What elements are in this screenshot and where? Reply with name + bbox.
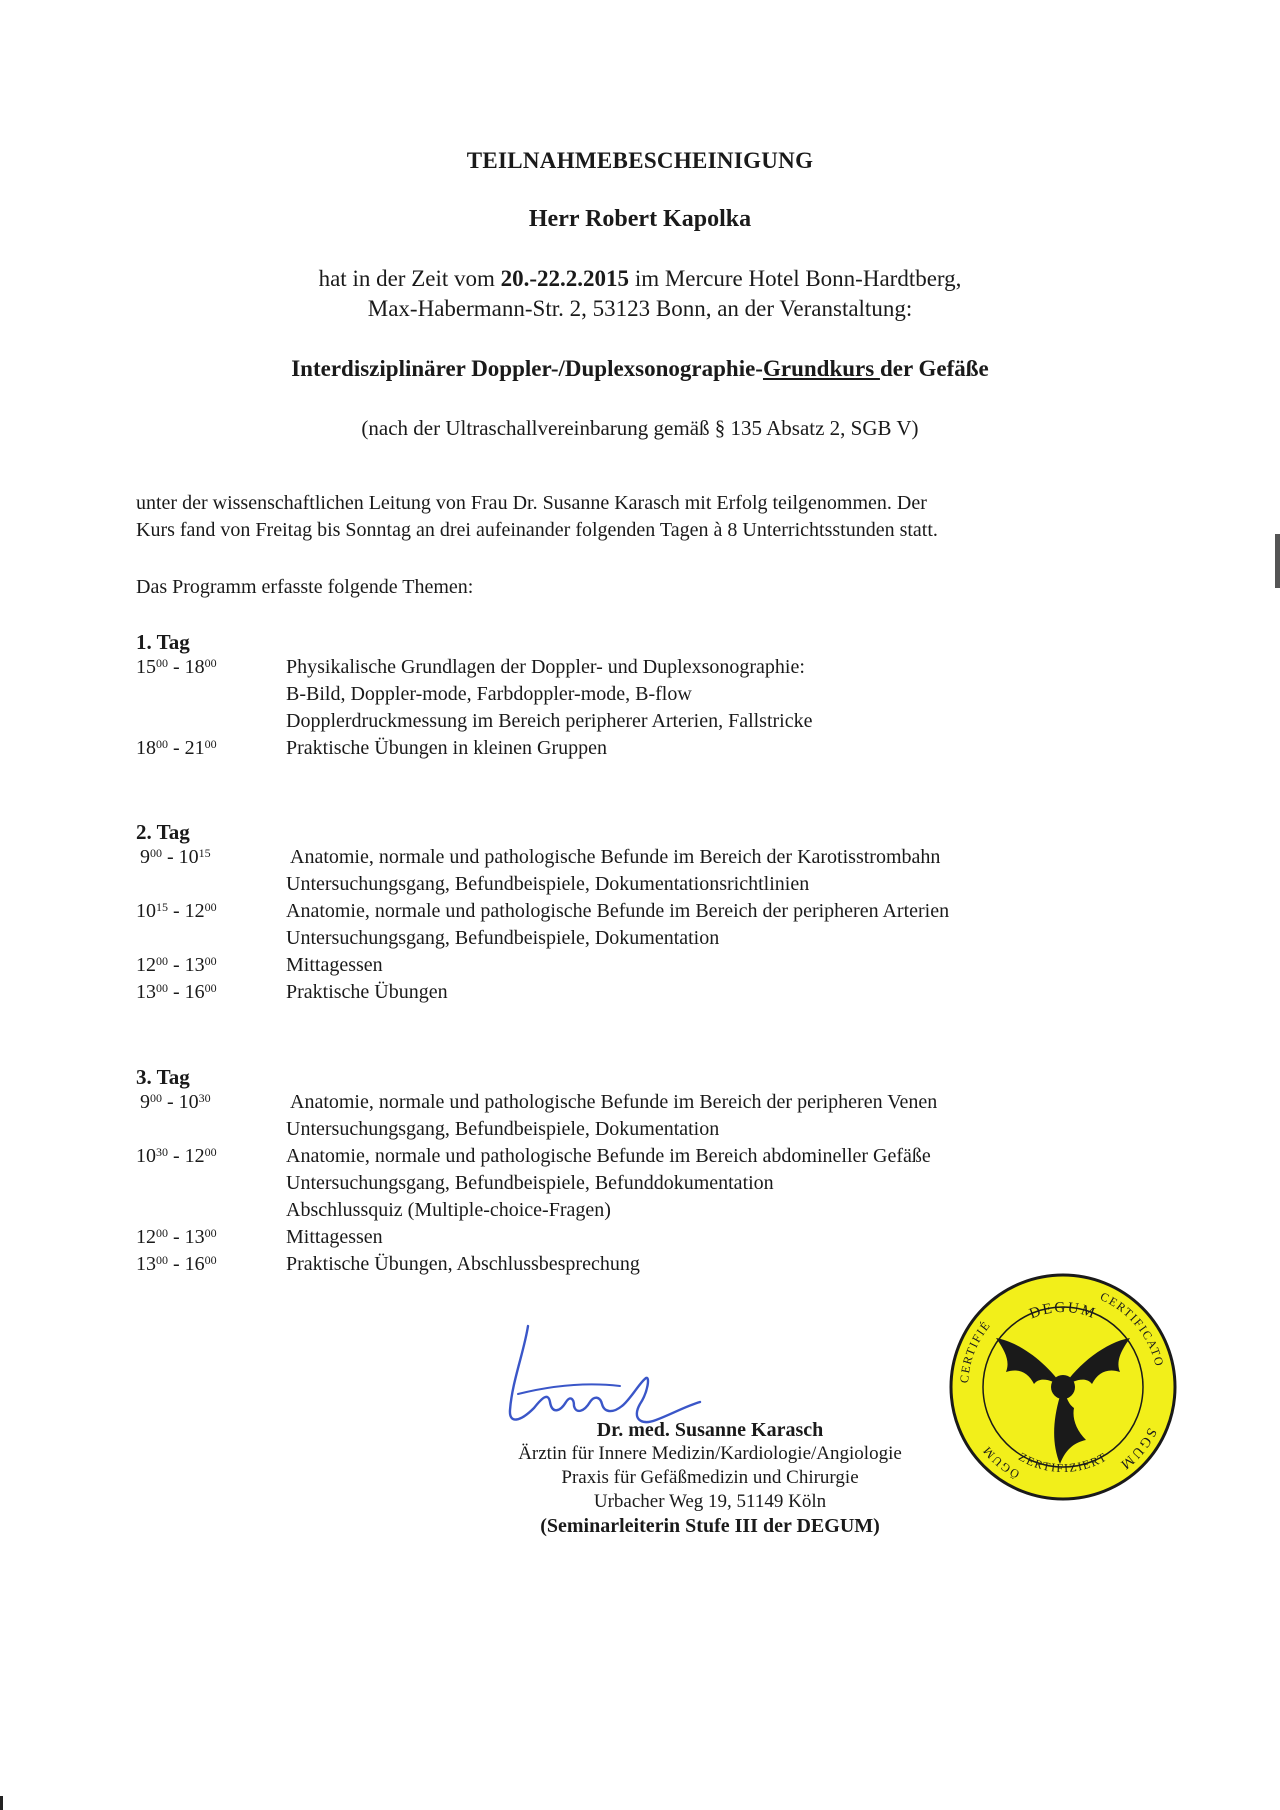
course-name <box>0 356 1280 382</box>
date-line-prefix: hat in der Zeit vom <box>318 266 501 291</box>
time-part-h1: 10 <box>136 1145 156 1167</box>
time-part-m1: 00 <box>156 954 168 968</box>
schedule-time <box>136 1143 286 1170</box>
time-part-m2: 00 <box>204 954 217 968</box>
schedule-topic: Anatomie, normale und pathologische Befunde im Bereich abdomineller Gefäße <box>286 1145 931 1167</box>
signatory-practice: Praxis für Gefäßmedizin und Chirurgie <box>561 1467 859 1488</box>
time-part-h1: 13 <box>136 981 156 1003</box>
signatory-block <box>380 1418 1040 1538</box>
time-part-h1: 18 <box>136 737 156 759</box>
time-part-h2: 12 <box>184 900 205 922</box>
schedule-topic: Praktische Übungen <box>286 981 448 1003</box>
schedule-topic: Anatomie, normale und pathologische Befunde im Bereich der peripheren Arterien <box>286 900 950 922</box>
schedule-time <box>136 844 290 871</box>
schedule-row <box>136 681 1146 708</box>
time-part-m1: 00 <box>156 1253 168 1267</box>
day-1-section <box>136 630 1146 762</box>
schedule-topic: Dopplerdruckmessung im Bereich peripherer Arterien, Fallstricke <box>286 710 813 732</box>
time-part-m2: 00 <box>204 1145 217 1159</box>
seal-text-bottom: ZERTIFIZIERT <box>1016 1449 1110 1476</box>
schedule-row <box>136 708 1146 735</box>
time-part-h2: 18 <box>184 656 205 678</box>
intro-line-1: unter der wissenschaftlichen Leitung von Frau Dr. Susanne Karasch mit Erfolg teilgenommen. Der <box>136 492 927 514</box>
schedule-row <box>136 1089 1146 1116</box>
time-part-h1: 12 <box>136 1226 156 1248</box>
time-part-h1: 10 <box>136 900 156 922</box>
scan-corner-mark <box>0 1796 3 1810</box>
time-part-h2: 10 <box>178 1091 199 1113</box>
schedule-topic: Abschlussquiz (Multiple-choice-Fragen) <box>286 1199 611 1221</box>
schedule-row <box>136 1170 1146 1197</box>
participant-name: Herr Robert Kapolka <box>528 206 752 232</box>
schedule-row <box>136 898 1146 925</box>
venue-text: im Mercure Hotel Bonn-Hardtberg, <box>629 266 962 291</box>
schedule-time <box>136 1116 286 1143</box>
schedule-topic: Untersuchungsgang, Befundbeispiele, Dokumentation <box>286 1118 720 1140</box>
time-part-h2: 16 <box>184 1253 205 1275</box>
intro-paragraph <box>136 490 1146 544</box>
schedule-time <box>136 681 286 708</box>
schedule-time <box>136 1224 286 1251</box>
course-name-underlined: Grundkurs <box>762 356 880 381</box>
schedule-time <box>136 952 286 979</box>
signatory-name: Dr. med. Susanne Karasch <box>596 1419 824 1441</box>
schedule-time <box>136 708 286 735</box>
seal-text-top: DEGUM <box>1027 1299 1099 1323</box>
time-part-h1: 15 <box>136 656 156 678</box>
time-part-m1: 00 <box>156 656 168 670</box>
time-part-m2: 00 <box>204 656 217 670</box>
schedule-time <box>136 979 286 1006</box>
time-part-m1: 00 <box>156 981 168 995</box>
time-part-sep: - <box>168 1226 185 1248</box>
document-title: TEILNAHMEBESCHEINIGUNG <box>466 148 814 173</box>
schedule-row <box>136 871 1146 898</box>
schedule-row <box>136 1224 1146 1251</box>
time-part-m2: 00 <box>204 737 217 751</box>
time-part-sep: - <box>168 1253 185 1275</box>
schedule-row <box>136 654 1146 681</box>
signatory-role: (Seminarleiterin Stufe III der DEGUM) <box>540 1515 880 1537</box>
event-date-line <box>0 266 1280 292</box>
time-part-m2: 15 <box>198 846 211 860</box>
course-name-post: der Gefäße <box>879 356 989 381</box>
time-part-h2: 21 <box>184 737 205 759</box>
day-heading: 1. Tag <box>136 630 190 654</box>
time-part-sep: - <box>168 656 185 678</box>
schedule-topic: Praktische Übungen in kleinen Gruppen <box>286 737 608 759</box>
time-part-m2: 00 <box>204 1226 217 1240</box>
time-part-m1: 00 <box>150 1091 162 1105</box>
schedule-topic: Mittagessen <box>286 1226 383 1248</box>
time-part-sep: - <box>162 1091 179 1113</box>
time-part-m1: 00 <box>156 1226 168 1240</box>
schedule-row <box>136 1116 1146 1143</box>
signature <box>490 1322 720 1432</box>
schedule-time <box>136 1197 286 1224</box>
time-part-h2: 13 <box>184 954 205 976</box>
schedule-topic: Mittagessen <box>286 954 383 976</box>
seal-text-right-top: CERTIFICATO <box>1098 1289 1167 1369</box>
schedule-topic: Untersuchungsgang, Befundbeispiele, Dokumentationsrichtlinien <box>286 873 810 895</box>
schedule-row <box>136 952 1146 979</box>
signatory-address: Urbacher Weg 19, 51149 Köln <box>593 1491 827 1512</box>
time-part-h1: 12 <box>136 954 156 976</box>
schedule-row <box>136 1197 1146 1224</box>
time-part-m1: 00 <box>156 737 168 751</box>
time-part-m2: 00 <box>204 900 217 914</box>
seal-text-left-bottom: ÖGUM <box>979 1442 1022 1482</box>
schedule-topic: Anatomie, normale und pathologische Befunde im Bereich der Karotisstrombahn <box>290 846 941 868</box>
schedule-topic: Anatomie, normale und pathologische Befunde im Bereich der peripheren Venen <box>290 1091 938 1113</box>
time-part-m1: 15 <box>156 900 168 914</box>
time-part-h2: 16 <box>184 981 205 1003</box>
time-part-sep: - <box>168 900 185 922</box>
time-part-h1: 9 <box>140 846 150 868</box>
schedule-time <box>136 1251 286 1278</box>
time-part-sep: - <box>168 1145 185 1167</box>
time-part-h2: 10 <box>178 846 199 868</box>
schedule-topic: Untersuchungsgang, Befundbeispiele, Befunddokumentation <box>286 1172 774 1194</box>
schedule-row <box>136 979 1146 1006</box>
venue-address-line: Max-Habermann-Str. 2, 53123 Bonn, an der Veranstaltung: <box>367 296 913 321</box>
legal-reference: (nach der Ultraschallvereinbarung gemäß § 135 Absatz 2, SGB V) <box>361 416 919 440</box>
day-3-section <box>136 1065 1146 1278</box>
time-part-sep: - <box>168 954 185 976</box>
degum-seal <box>948 1272 1178 1502</box>
time-part-sep: - <box>168 981 185 1003</box>
event-date: 20.-22.2.2015 <box>500 266 630 291</box>
seal-text-right: SGUM <box>1116 1425 1160 1473</box>
schedule-time <box>136 925 286 952</box>
time-part-m2: 00 <box>204 981 217 995</box>
schedule-time <box>136 1089 290 1116</box>
programm-heading: Das Programm erfasste folgende Themen: <box>136 576 474 598</box>
schedule-topic: Praktische Übungen, Abschlussbesprechung <box>286 1253 640 1275</box>
schedule-time <box>136 735 286 762</box>
time-part-h2: 12 <box>184 1145 205 1167</box>
day-heading: 2. Tag <box>136 820 190 844</box>
schedule-row <box>136 1143 1146 1170</box>
time-part-m1: 00 <box>150 846 162 860</box>
intro-line-2: Kurs fand von Freitag bis Sonntag an drei aufeinander folgenden Tagen à 8 Unterrichtsstunden statt. <box>136 519 938 541</box>
course-name-pre: Interdisziplinärer Doppler-/Duplexsonographie- <box>291 356 763 381</box>
schedule-row <box>136 925 1146 952</box>
time-part-h1: 13 <box>136 1253 156 1275</box>
schedule-row <box>136 735 1146 762</box>
time-part-m2: 30 <box>198 1091 211 1105</box>
day-2-section <box>136 820 1146 1006</box>
schedule-time <box>136 898 286 925</box>
seal-text-left: CERTIFIÉ <box>956 1317 994 1384</box>
time-part-m1: 30 <box>156 1145 168 1159</box>
schedule-topic: Physikalische Grundlagen der Doppler- und Duplexsonographie: <box>286 656 805 678</box>
schedule-topic: Untersuchungsgang, Befundbeispiele, Dokumentation <box>286 927 720 949</box>
schedule-time <box>136 871 286 898</box>
time-part-h1: 9 <box>140 1091 150 1113</box>
schedule-row <box>136 844 1146 871</box>
time-part-sep: - <box>168 737 185 759</box>
day-heading: 3. Tag <box>136 1065 190 1089</box>
time-part-sep: - <box>162 846 179 868</box>
time-part-m2: 00 <box>204 1253 217 1267</box>
time-part-h2: 13 <box>184 1226 205 1248</box>
schedule-time <box>136 1170 286 1197</box>
signatory-title: Ärztin für Innere Medizin/Kardiologie/Angiologie <box>518 1443 902 1464</box>
schedule-time <box>136 654 286 681</box>
schedule-topic: B-Bild, Doppler-mode, Farbdoppler-mode, B-flow <box>286 683 692 705</box>
scan-edge-mark <box>1275 534 1280 588</box>
